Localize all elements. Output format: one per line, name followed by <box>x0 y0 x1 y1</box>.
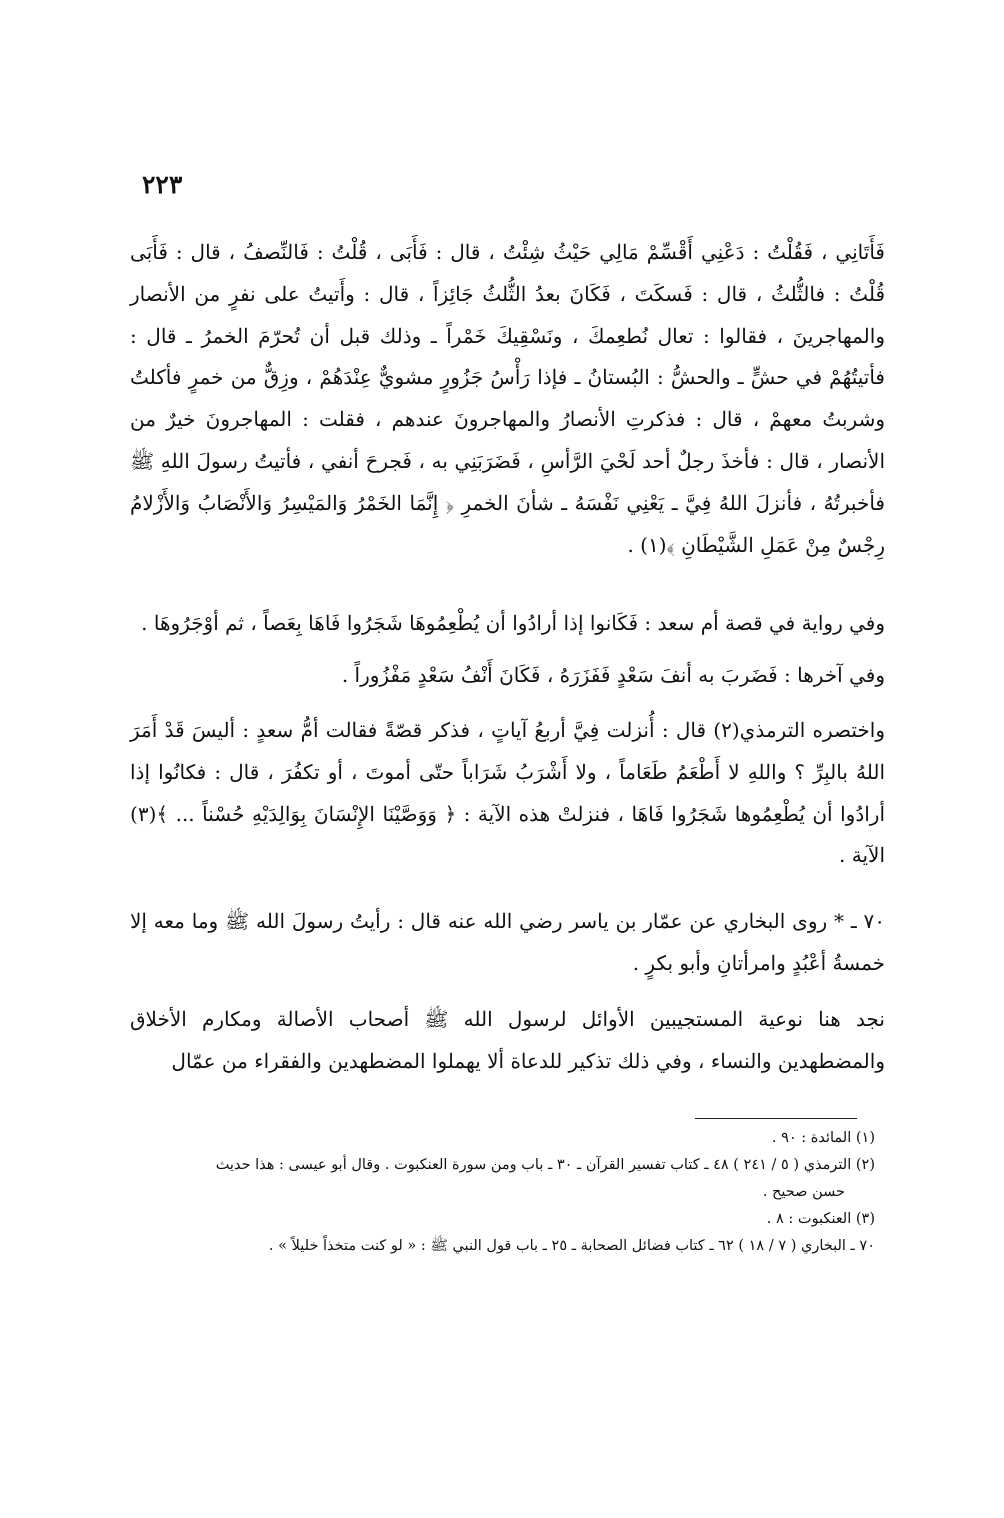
footnotes-section <box>130 1125 875 1260</box>
footnote: (٣) العنكبوت : ٨ . <box>766 1211 875 1227</box>
page-number: ٢٢٣ <box>142 170 183 199</box>
footnote-continuation: حسن صحيح . <box>762 1184 845 1200</box>
footnote: ٧٠ ـ البخاري ( ٧ / ١٨ ) ٦٢ ـ كتاب فضائل الصحابة ـ ٢٥ ـ باب قول النبي ﷺ : « لو كنت متخذاً خليلاً » . <box>268 1238 875 1254</box>
body-paragraph: نجد هنا نوعية المستجيبين الأوائل لرسول الله ﷺ أصحاب الأصالة ومكارم الأخلاق والمضطهدين والنساء ، وفي ذلك تذكير للدعاة ألا يهملوا المضطهدين والفقراء من عمّال <box>130 1007 885 1073</box>
body-paragraph: ٧٠ ـ * روى البخاري عن عمّار بن ياسر رضي الله عنه قال : رأيتُ رسولَ الله ﷺ وما معه إلا خمسةُ أعْبُدٍ وامرأتانِ وأبو بكرٍ . <box>130 909 885 975</box>
body-paragraph: فَأَتَانِي ، فَقُلْتُ : دَعْنِي أَقْسِّمْ مَالِي حَيْثُ شِئْتُ ، قال : فَأَبَى ، قُلْتُ : فَالنِّصفُ ، قال : فَأَبَى قُلْتُ : فالثُّلثُ ، قال : فَسكَتَ ، فَكَانَ بعدُ الثُّلثُ جَائِزاً ، قال : وأَتيتُ على نفرٍ من الأنصار والمهاجرينَ ، فقالوا : تعال نُطعِمكَ ، ونَسْقِيكَ خَمْراً ـ وذلك قبل أن تُحرّمَ الخمرُ ـ قال : فأتيتُهُمْ في حشٍّ ـ والحشُّ : البُستانُ ـ فإذا رَأْسُ جَزُورٍ مشويٌّ عِنْدَهُمْ ، وزِقٌّ من خمرٍ فأكلتُ وشربتُ معهمْ ، قال : فذكرتِ الأنصارُ والمهاجرونَ عندهم ، فقلت : المهاجرونَ خيرٌ من الأنصار ، قال : فأخذَ رجلٌ أحد لَحْيَ الرَّأسِ ، فَضَرَبَنِي به ، فَجرحَ أنفي ، فأتيتُ رسولَ اللهِ ﷺ فأخبرتُهُ ، فأنزلَ اللهُ فِيَّ ـ يَعْنِي نَفْسَهُ ـ شأنَ الخمرِ ﴿ إِنَّمَا الخَمْرُ وَالمَيْسِرُ وَالأَنْصَابُ وَالأَزْلامُ رِجْسٌ مِنْ عَمَلِ الشَّيْطَانِ ﴾(١) . <box>130 240 885 557</box>
body-paragraph: واختصره الترمذي(٢) قال : أُنزلت فِيَّ أربعُ آياتٍ ، فذكر قصّةً فقالت أمُّ سعدٍ : أليسَ قَدْ أَمَرَ اللهُ بالبِرِّ ؟ واللهِ لا أَطْعَمُ طَعَاماً ، ولا أَشْرَبُ شَرَاباً حتّى أموتَ ، أو تكفُرَ ، قال : فكانُوا إذا أرادُوا أن يُطْعِمُوها شَجَرُوا فَاهَا ، فنزلتْ هذه الآية : ﴿ وَوَصَّيْنَا الإِنْسَانَ بِوَالِدَيْهِ حُسْناً ... ﴾(٣) الآية . <box>130 718 885 868</box>
body-paragraph: وفي رواية في قصة أم سعد : فَكَانوا إذا أرادُوا أن يُطْعِمُوهَا شَجَرُوا فَاهَا بِعَصاً ، ثم أوْجَرُوهَا . <box>141 611 885 635</box>
footnote-divider <box>695 1118 857 1119</box>
footnote: (٢) الترمذي ( ٥ / ٢٤١ ) ٤٨ ـ كتاب تفسير القرآن ـ ٣٠ ـ باب ومن سورة العنكبوت . وقال أبو عيسى : هذا حديث <box>215 1157 875 1173</box>
footnote: (١) المائدة : ٩٠ . <box>771 1130 875 1146</box>
body-paragraph: وفي آخرها : فَضَربَ به أنفَ سَعْدٍ فَفَزَرَهُ ، فَكَانَ أَنْفُ سَعْدٍ مَفْزُوراً . <box>341 663 885 687</box>
